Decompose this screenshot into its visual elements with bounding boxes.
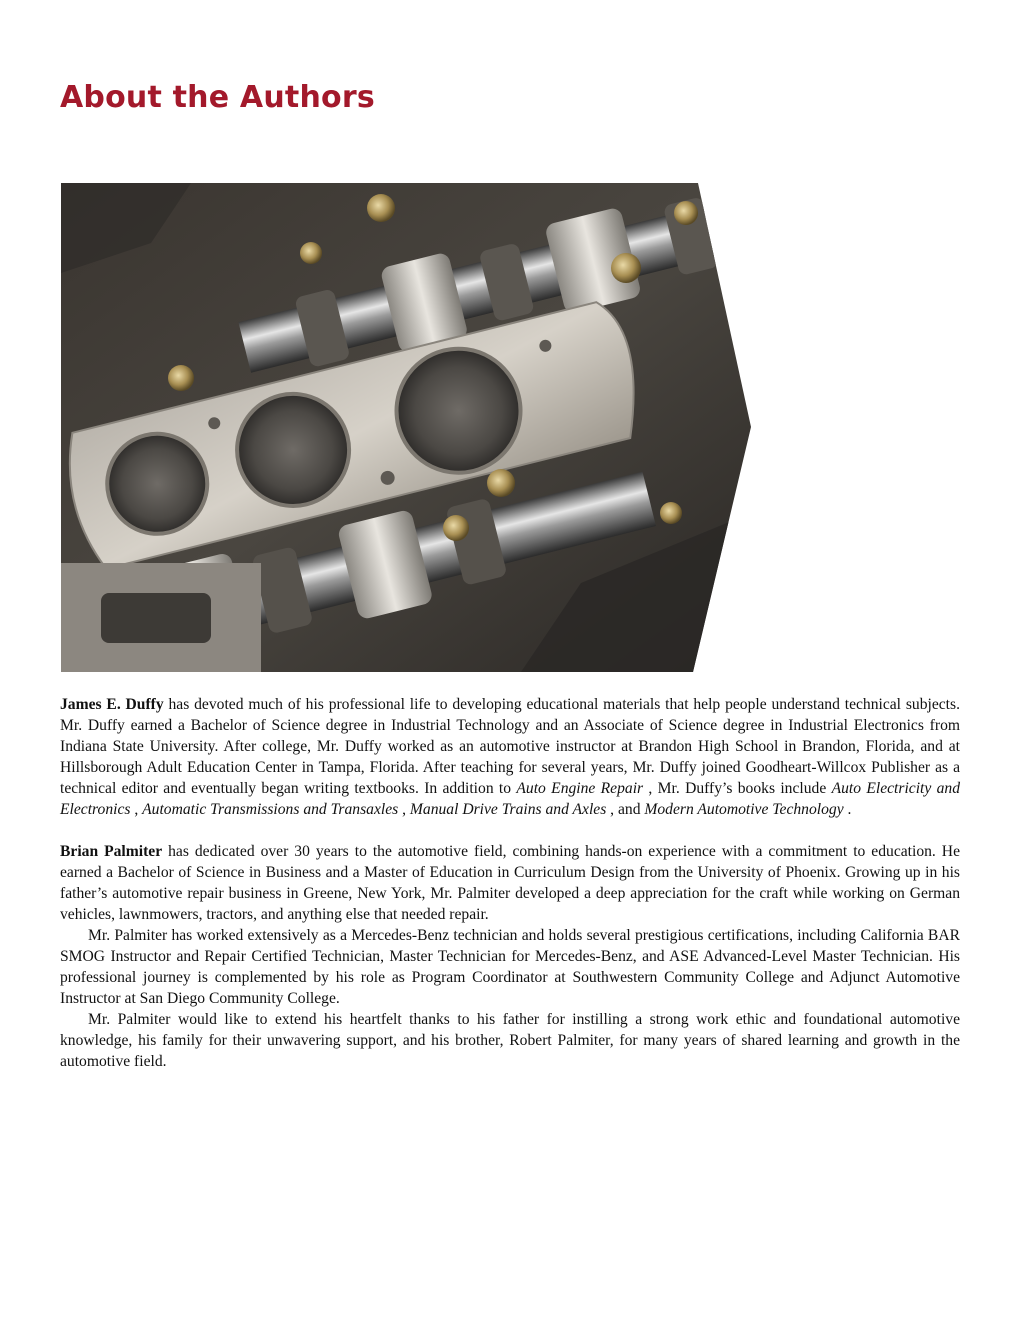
- authors-bio: [60, 694, 960, 1072]
- page-title: About the Authors: [60, 80, 375, 115]
- book-title: Automatic Transmissions and Transaxles: [142, 801, 399, 818]
- book-title: Auto Electricity and Electronics: [60, 780, 960, 818]
- book-title: Manual Drive Trains and Axles: [409, 801, 607, 818]
- palmiter-bio-paragraph-2: Mr. Palmiter has worked extensively as a Mercedes-Benz technician and holds several prestigious certifications, including California BAR SMOG Instructor and Repair Certified Technician, Master Technician for Mercedes-Benz, and ASE Advanced-Level Master Technician. His professional journey is complemented by his role as Program Coordinator at Southwestern Community College and Adjunct Automotive Instructor at San Diego Community College.: [60, 927, 960, 1007]
- separator-text: , and: [606, 801, 645, 818]
- author-name-palmiter: Brian Palmiter: [60, 843, 163, 860]
- duffy-bio-text: has devoted much of his professional life to developing educational materials that help people understand technical subjects. Mr. Duffy earned a Bachelor of Science degree in Industrial Technology and an Associate of Science degree in Industrial Electronics from Indiana State University. After college, Mr. Duffy worked as an automotive instructor at Brandon High School in Brandon, Florida, and at Hillsborough Adult Education Center in Tampa, Florida. After teaching for several years, Mr. Duffy joined Goodheart-Willcox Publisher as a technical editor and eventually began writing textbooks. In addition to: [60, 696, 960, 797]
- engine-photo-illustration: [61, 183, 751, 672]
- duffy-bio-paragraph: [60, 694, 960, 820]
- palmiter-bio-paragraph-1: [60, 841, 960, 925]
- duffy-bio-text: , Mr. Duffy’s books include: [643, 780, 832, 797]
- book-title: Modern Automotive Technology: [644, 801, 844, 818]
- palmiter-bio-text: has dedicated over 30 years to the automotive field, combining hands-on experience with a commitment to education. He earned a Bachelor of Science in Business and a Master of Education in Curriculum Design from the University of Phoenix. Growing up in his father’s automotive repair business in Greene, New York, Mr. Palmiter developed a deep appreciation for the craft while working on German vehicles, lawnmowers, tractors, and anything else that needed repair.: [60, 843, 960, 923]
- separator-text: ,: [398, 801, 410, 818]
- book-title: Auto Engine Repair: [516, 780, 644, 797]
- duffy-bio-end: .: [843, 801, 852, 818]
- engine-photo: [61, 183, 751, 672]
- paragraph-spacer: [60, 820, 960, 841]
- author-name-duffy: James E. Duffy: [60, 696, 164, 713]
- separator-text: ,: [130, 801, 143, 818]
- palmiter-bio-paragraph-3: Mr. Palmiter would like to extend his heartfelt thanks to his father for instilling a strong work ethic and foundational automotive knowledge, his family for their unwavering support, and his brother, Robert Palmiter, for many years of shared learning and growth in the automotive field.: [60, 1011, 960, 1070]
